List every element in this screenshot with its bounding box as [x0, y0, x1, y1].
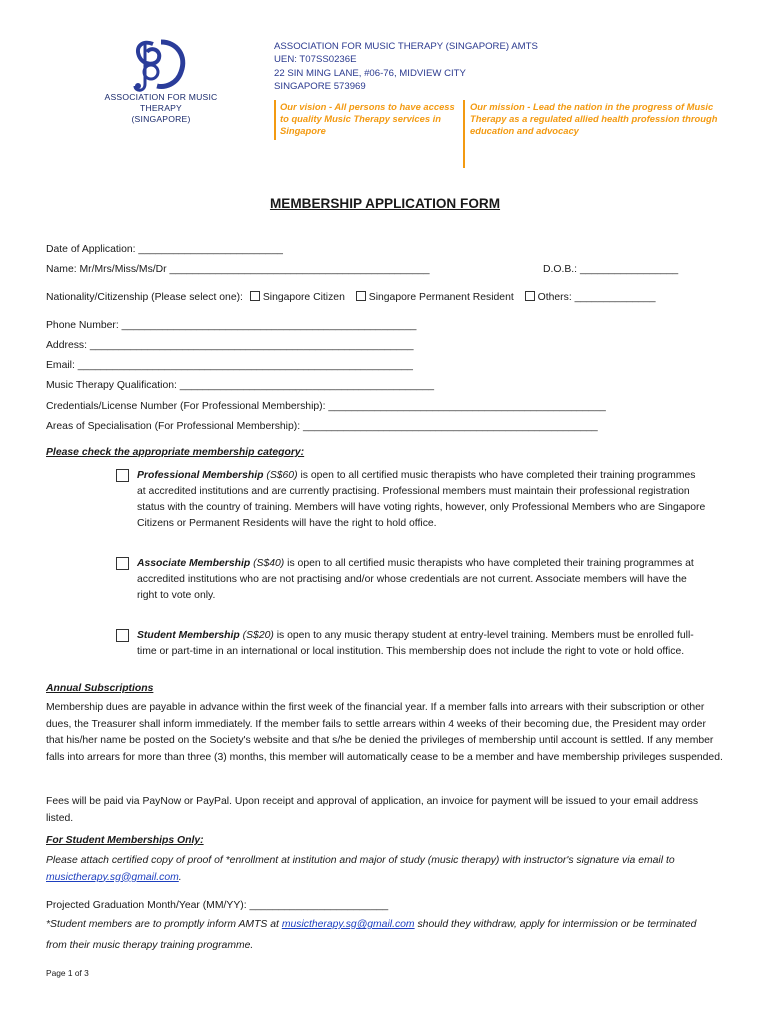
credentials-field[interactable]: Credentials/License Number (For Professional Membership): ________________________________________________: [46, 401, 606, 412]
phone-field[interactable]: Phone Number: ___________________________________________________: [46, 320, 417, 331]
fees-payment-text: Fees will be paid via PayNow or PayPal. Upon receipt and approval of application, an invoice for payment will be issued to your email address listed.: [46, 796, 699, 824]
student-withdrawal-note: [46, 914, 716, 956]
associate-membership-text: is open to all certified music therapists who have completed their training programmes at accredited institutions who are not practising and/or whose credentials are not current. Associate members will have the right to vote only.: [137, 558, 694, 601]
dob-field[interactable]: D.O.B.: _________________: [543, 264, 679, 275]
professional-membership-text: is open to all certified music therapists who have completed their training programmes at accredited institutions and are currently practising. Professional members must maintain their professional registration status with the country of training. Members will have voting rights, however, only Professional Members who are Singapore Citizens or Permanent Residents will have the right to hold office.: [137, 470, 706, 529]
annual-subscriptions-text: Membership dues are payable in advance within the first week of the financial year. If a member falls into arrears with their subscription or other dues, the Treasurer shall inform immediately. If the member fails to settle arrears within 4 weeks of their becoming due, the President may order that his/her name be posted on the Society's website and that s/he be denied the privileges of membership until account is settled. If any member falls into arrears for more than three (3) months, this member will automatically cease to be a member and have membership privileges suspended.: [46, 702, 723, 763]
student-membership-checkbox[interactable]: [116, 629, 129, 642]
org-name: ASSOCIATION FOR MUSIC THERAPY (SINGAPORE) AMTS: [274, 41, 538, 52]
associate-membership-name: Associate Membership: [137, 558, 251, 569]
annual-subscriptions-heading: Annual Subscriptions: [46, 683, 154, 694]
associate-membership-description: [137, 556, 707, 604]
professional-membership-name: Professional Membership: [137, 470, 264, 481]
mission-statement: Our mission - Lead the nation in the progress of Music Therapy as a regulated allied health profession through education and advocacy: [470, 101, 718, 136]
contact-email-link[interactable]: musictherapy.sg@gmail.com: [46, 871, 179, 883]
treble-clef-logo-icon: [95, 36, 227, 96]
period: .: [178, 871, 182, 883]
mission-divider: [463, 100, 465, 168]
specialisation-field[interactable]: Areas of Specialisation (For Professional Membership): ___________________________________________________: [46, 421, 598, 432]
professional-membership-description: [137, 468, 707, 532]
logo-caption-line1: ASSOCIATION FOR MUSIC THERAPY: [104, 92, 218, 113]
logo-caption: [95, 92, 227, 125]
vision-divider: [274, 100, 276, 140]
student-membership-fee: (S$20): [242, 630, 274, 641]
singapore-citizen-label: Singapore Citizen: [262, 292, 345, 303]
withdrawal-note-end: should they withdraw, apply for intermission or be terminated from their music therapy training programme.: [46, 919, 697, 951]
associate-membership-fee: (S$40): [253, 558, 285, 569]
student-proof-text: Please attach certified copy of proof of *enrollment at institution and major of study (music therapy) with instructor's signature via email to: [46, 855, 675, 866]
email-field[interactable]: Email: __________________________________________________________: [46, 360, 413, 371]
permanent-resident-checkbox[interactable]: [356, 291, 366, 301]
nationality-label: Nationality/Citizenship (Please select one):: [46, 292, 243, 303]
logo-caption-line2: (SINGAPORE): [131, 114, 191, 124]
graduation-date-field[interactable]: Projected Graduation Month/Year (MM/YY): ________________________: [46, 900, 389, 911]
membership-category-heading: Please check the appropriate membership category:: [46, 447, 305, 458]
professional-membership-fee: (S$60): [266, 470, 298, 481]
professional-membership-checkbox[interactable]: [116, 469, 129, 482]
permanent-resident-label: Singapore Permanent Resident: [368, 292, 514, 303]
page-number: Page 1 of 3: [46, 968, 89, 978]
student-membership-name: Student Membership: [137, 630, 240, 641]
org-address-line1: 22 SIN MING LANE, #06-76, MIDVIEW CITY: [274, 67, 466, 79]
singapore-citizen-checkbox[interactable]: [250, 291, 260, 301]
student-membership-text: is open to any music therapy student at entry-level training. Members must be enrolled full-time or part-time in an international or local institution. This membership does not include the right to vote or hold office.: [137, 630, 694, 657]
others-label: Others: ______________: [537, 292, 656, 303]
others-checkbox[interactable]: [525, 291, 535, 301]
associate-membership-checkbox[interactable]: [116, 557, 129, 570]
address-field[interactable]: Address: ________________________________________________________: [46, 340, 414, 351]
qualification-field[interactable]: Music Therapy Qualification: ____________________________________________: [46, 380, 435, 391]
student-membership-description: [137, 628, 707, 660]
vision-statement: Our vision - All persons to have access to quality Music Therapy services in Singapore: [280, 101, 455, 136]
withdrawal-email-link[interactable]: musictherapy.sg@gmail.com: [281, 919, 415, 930]
org-address-block: [274, 40, 538, 94]
org-uen: UEN: T07SS0236E: [274, 54, 357, 66]
student-proof-instructions: [46, 853, 706, 886]
nationality-row: [46, 291, 656, 303]
org-address-line2: SINGAPORE 573969: [274, 81, 366, 93]
name-field[interactable]: Name: Mr/Mrs/Miss/Ms/Dr _____________________________________________: [46, 264, 430, 275]
form-title: MEMBERSHIP APPLICATION FORM: [269, 196, 501, 211]
withdrawal-note-start: *Student members are to promptly inform AMTS at: [46, 919, 279, 930]
date-of-application-field[interactable]: Date of Application: _________________________: [46, 244, 283, 255]
student-only-heading: For Student Memberships Only:: [46, 835, 204, 846]
